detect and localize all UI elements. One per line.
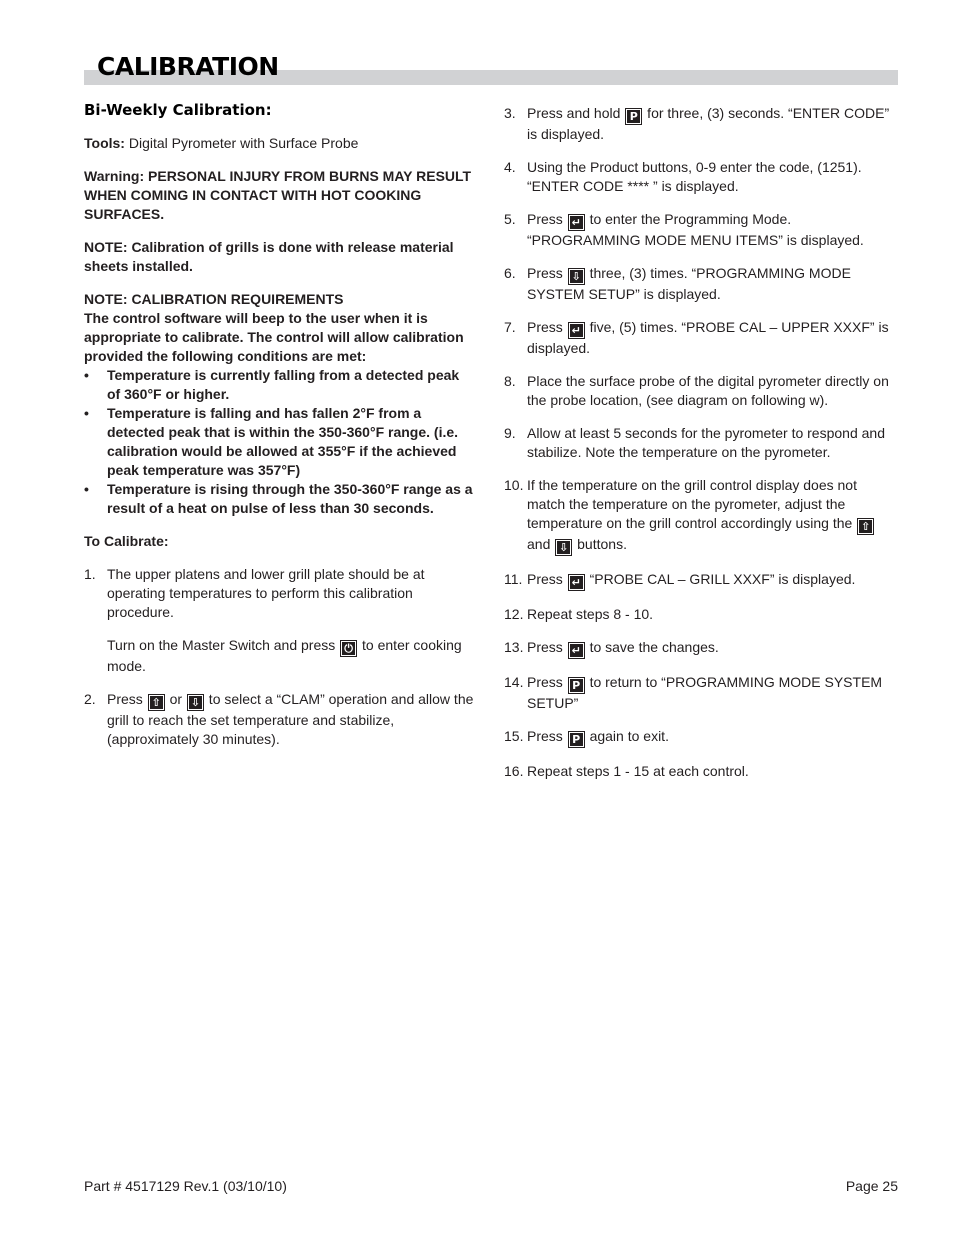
step-item [504, 638, 898, 659]
footer-page-number: Page 25 [845, 1178, 898, 1194]
enter-key-icon: ↵ [568, 322, 585, 339]
down-arrow-key-icon: ⇩ [568, 268, 585, 285]
up-arrow-key-icon: ⇧ [148, 694, 165, 711]
step-number: 15. [504, 728, 524, 744]
step-text: or [165, 691, 186, 707]
warning-text: Warning: PERSONAL INJURY FROM BURNS MAY RESULT WHEN COMING IN CONTACT WITH HOT COOKING SURFACES. [84, 168, 472, 222]
step-text: Press [527, 211, 567, 227]
step-number: 5. [504, 211, 516, 227]
step-text: Turn on the Master Switch and press [107, 637, 340, 653]
step-text: “PROBE CAL – GRILL XXXF” is displayed. [585, 571, 856, 587]
step-text: Press [527, 674, 567, 690]
footer-part-number: Part # 4517129 Rev.1 (03/10/10) [84, 1178, 287, 1194]
step-item [504, 372, 898, 410]
step-text: to enter cooking mode. [107, 637, 462, 674]
step-text: Press and hold [527, 105, 625, 121]
step-number: 6. [504, 265, 516, 281]
right-column [504, 104, 898, 795]
step-text: three, (3) times. “PROGRAMMING MODE SYSTEM SETUP” is displayed. [527, 265, 851, 302]
step-number: 11. [504, 571, 523, 587]
step-text: Press [527, 319, 567, 335]
step-number: 16. [504, 763, 524, 779]
step-subtext [107, 636, 476, 676]
steps-list-left [84, 565, 476, 749]
step-item [504, 476, 898, 556]
step-text: buttons. [573, 536, 627, 552]
step-item [504, 762, 898, 781]
note-calibration-title: NOTE: CALIBRATION REQUIREMENTS [84, 291, 344, 307]
note-calibration-body: The control software will beep to the user when it is appropriate to calibrate. The control will allow calibration provided the following conditions are met: [84, 310, 464, 364]
up-arrow-key-icon: ⇧ [857, 518, 874, 535]
step-text: If the temperature on the grill control display does not match the temperature on the pyrometer, adjust the temperature on the grill control accordingly using the [527, 477, 857, 531]
p-key-icon: P [568, 677, 585, 694]
step-text: for three, (3) seconds. “ENTER CODE” is displayed. [527, 105, 890, 142]
step-text: to select a “CLAM” operation and allow the grill to reach the set temperature and stabilize, (approximately 30 minutes). [107, 691, 474, 747]
step-number: 7. [504, 319, 516, 335]
step-text: Place the surface probe of the digital pyrometer directly on the probe location, (see diagram on following w). [527, 373, 889, 408]
to-calibrate-heading: To Calibrate: [84, 533, 169, 549]
step-item [504, 570, 898, 591]
step-text: and [527, 536, 555, 552]
step-text: Press [527, 265, 567, 281]
step-item [504, 605, 898, 624]
step-number: 10. [504, 477, 524, 493]
step-item [504, 673, 898, 713]
step-number: 9. [504, 425, 516, 441]
down-arrow-key-icon: ⇩ [555, 539, 572, 556]
step-text: Press [527, 728, 567, 744]
step-number: 13. [504, 639, 524, 655]
power-key-icon: ⏻ [340, 640, 357, 657]
down-arrow-key-icon: ⇩ [187, 694, 204, 711]
condition-item: • Temperature is currently falling from a detected peak of 360°F or higher. [84, 366, 476, 404]
step-text: Repeat steps 8 - 10. [527, 606, 654, 622]
p-key-icon: P [625, 108, 642, 125]
enter-key-icon: ↵ [568, 642, 585, 659]
condition-item: • Temperature is falling and has fallen 2°F from a detected peak that is within the 350-360°F range. (i.e. calibration would be allowed at 355°F if the achieved peak temperature was 357°F) [84, 404, 476, 480]
enter-key-icon: ↵ [568, 574, 585, 591]
step-number: 14. [504, 674, 524, 690]
step-text: Repeat steps 1 - 15 at each control. [527, 763, 749, 779]
tools-label: Tools: [84, 135, 125, 151]
step-text: Press [107, 691, 147, 707]
tools-line [84, 134, 476, 153]
step-text: Allow at least 5 seconds for the pyrometer to respond and stabilize. Note the temperature on the pyrometer. [527, 425, 885, 460]
step-item [504, 158, 898, 196]
step-text: again to exit. [585, 728, 669, 744]
step-item [504, 264, 898, 304]
step-number: 4. [504, 159, 516, 175]
step-item [504, 424, 898, 462]
step-text: Using the Product buttons, 0-9 enter the code, (1251). “ENTER CODE **** ” is displayed. [527, 159, 862, 194]
step-item [504, 210, 898, 250]
step-number: 8. [504, 373, 516, 389]
step-item [504, 104, 898, 144]
step-text: to return to “PROGRAMMING MODE SYSTEM SETUP” [527, 674, 883, 711]
page-title: CALIBRATION [97, 52, 279, 81]
calibration-conditions [84, 366, 476, 518]
note-release-sheets: NOTE: Calibration of grills is done with release material sheets installed. [84, 239, 454, 274]
left-column [84, 100, 476, 763]
condition-item: • Temperature is rising through the 350-360°F range as a result of a heat on pulse of less than 30 seconds. [84, 480, 476, 518]
step-number: 1. [84, 566, 96, 582]
step-item [504, 318, 898, 358]
step-number: 12. [504, 606, 524, 622]
step-text: Press [527, 571, 567, 587]
section-heading: Bi-Weekly Calibration: [84, 101, 272, 119]
step-text: to enter the Programming Mode. “PROGRAMMING MODE MENU ITEMS” is displayed. [527, 211, 864, 248]
tools-text: Digital Pyrometer with Surface Probe [124, 135, 359, 151]
step-text: The upper platens and lower grill plate should be at operating temperatures to perform this calibration procedure. [107, 566, 425, 620]
steps-list-right [504, 104, 898, 781]
p-key-icon: P [568, 731, 585, 748]
step-item [84, 565, 476, 676]
step-text: Press [527, 639, 567, 655]
step-text: five, (5) times. “PROBE CAL – UPPER XXXF” is displayed. [527, 319, 889, 356]
step-text: to save the changes. [585, 639, 719, 655]
step-item [84, 690, 476, 749]
step-number: 2. [84, 691, 96, 707]
step-item [504, 727, 898, 748]
enter-key-icon: ↵ [568, 214, 585, 231]
step-number: 3. [504, 105, 516, 121]
